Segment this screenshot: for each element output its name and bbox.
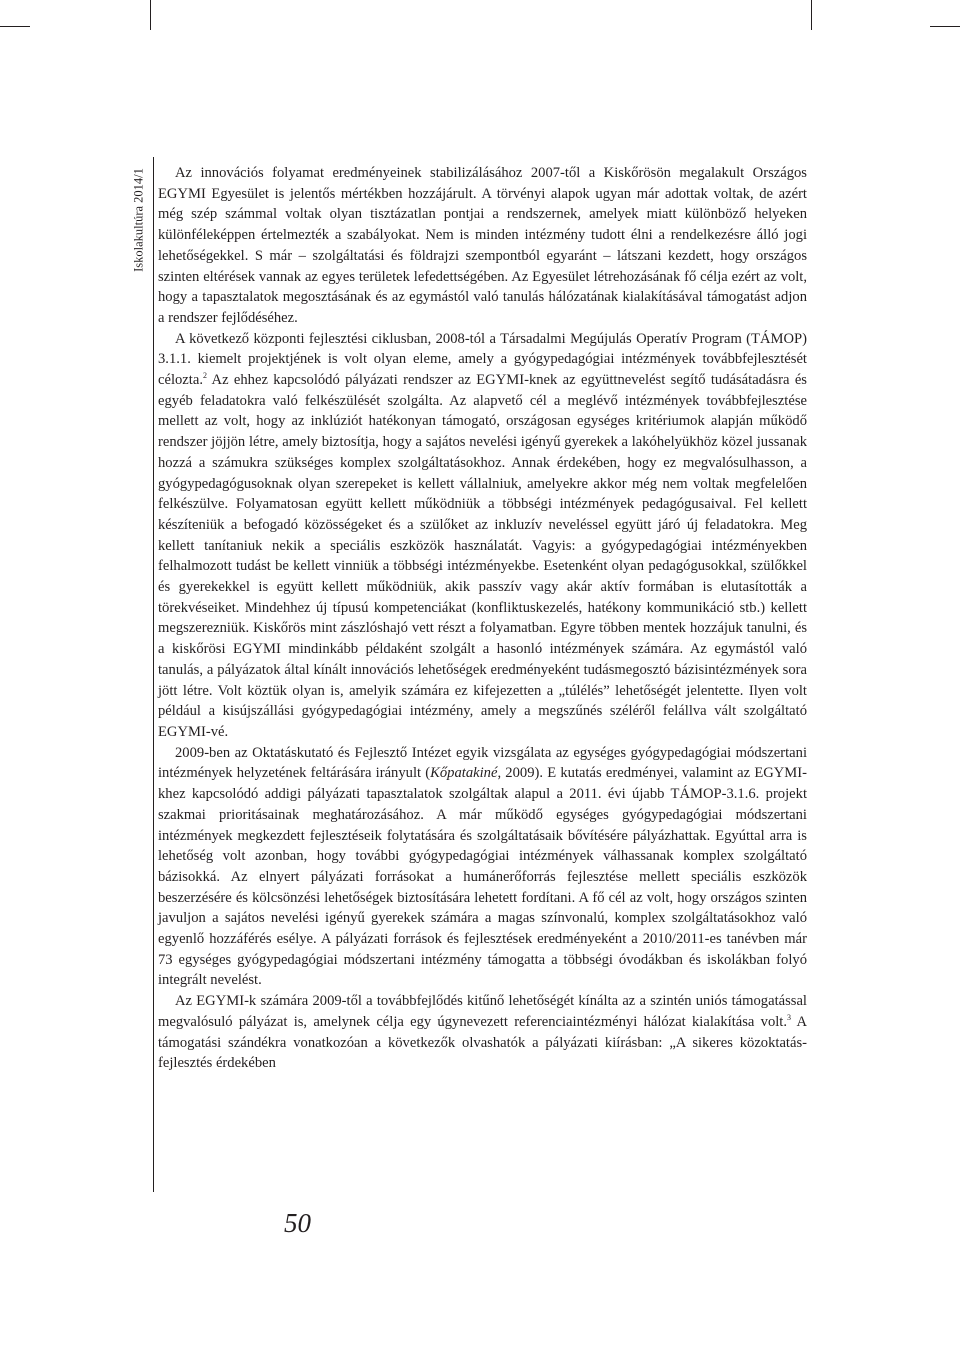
paragraph — [158, 163, 807, 329]
crop-mark-top-right-horizontal — [930, 26, 960, 27]
running-head-text: Iskolakultúra 2014/1 — [131, 168, 146, 272]
paragraph — [158, 991, 807, 1074]
page-number: 50 — [284, 1208, 311, 1238]
footnote-marker: 3 — [787, 1012, 791, 1022]
paragraph-text: 2009-ben az Oktatáskutató és Fejlesztő Intézet egyik vizsgálata az egységes gyógypedagógiai módszertani intézmények helyzetének feltárására irányult ( — [158, 744, 807, 782]
footnote-marker: 2 — [202, 371, 207, 381]
body-text — [158, 163, 807, 1074]
paragraph — [158, 329, 807, 743]
citation-author: Kőpatakiné — [430, 765, 498, 782]
margin-rule — [153, 157, 154, 1192]
paragraph-text: Az EGYMI-k számára 2009-től a továbbfejlődés kitűnő lehetőségét kínálta az a szintén uniós támogatással megvalósuló pályázat is, amelynek célja egy úgynevezett referenciaintézményi hálózat kialakítása volt. — [158, 993, 807, 1030]
crop-mark-top-left-horizontal — [0, 26, 30, 27]
paragraph-text: Az ehhez kapcsolódó pályázati rendszer az EGYMI-knek az együttnevelést segítő tudásátadásra és egyéb feladatokra való felkészülését szolgálta. Az alapvető cél a meglévő intézmények továbbfejlesztése mellett az volt, hogy az inklúziót hatékonyan támogató, országosan egységes kritériumok alapján működő rendszer jöjjön létre, amely biztosítja, hogy a sajátos nevelési igényű gyerekek a lakóhelyükhöz közel jussanak hozzá a számukra szükséges komplex szolgáltatásokhoz. Annak érdekében, hogy ez megvalósulhasson, a gyógypedagógusoknak olyan szerepeket is kellett vállalniuk, amelyekre akkor még nem voltak megfelelően felkészülve. Folyamatosan együtt kellett működniük a többségi intézmények pedagógusaival. Fel kellett készíteniük a befogadó közösségeket és a szülőket az inkluzív neveléssel együtt járó új feladatokra. Meg kellett tanítaniuk nekik a speciális eszközök használatát. Vagyis: a gyógypedagógiai intézményekben felhalmozott tudást be kellett vinniük a többségi intézményekbe. Esetenként olyan pedagógusokkal, szülőkkel és gyerekekkel is együtt kellett működniük, akik passzív vagy akár aktív formában is elutasították a törekvéseiket. Mindehhez új típusú kompetenciákat (konfliktuskezelés, hatékony kommunikáció stb.) kellett megszerezniük. Kiskőrös mint zászlóshajó vett részt a folyamatban. Egyre többen mentek hozzájuk tanulni, és a kiskőrösi EGYMI mindinkább példaként szolgált a hasonló intézmények számára. Az egymástól való tanulás, a pályázatok által kínált innovációs lehetőségek eredményeként tudásmegosztó bázisintézmények sora jött létre. Volt köztük olyan is, amelyik számára ez kifejezetten a „túlélés” lehetőségét jelentette. Ilyen volt például a kisújszállási gyógypedagógiai intézmény, amely a megszűnés széléről felállva vált szolgáltató EGYMI-vé. — [158, 372, 807, 740]
paragraph-text: A támogatási szándékra vonatkozóan a következők olvashatók a pályázati kiírásban: „A sikeres közoktatás-fejlesztés érdekében — [158, 1013, 807, 1072]
crop-mark-top-left — [150, 0, 151, 30]
paragraph-text: Az innovációs folyamat eredményeinek stabilizálásához 2007-től a Kiskőrösön megalakult Országos EGYMI Egyesület is jelentős mértékben hozzájárult. A törvényi alapok ugyan már adottak voltak, de azért még szép számmal voltak olyan tisztázatlan pontjai a rendszernek, amelyek miatt különböző helyeken különféleképpen értelmezték a szabályokat. Nem is minden intézmény tudott élni a rendelkezésre álló jogi lehetőségekkel. S már – szolgáltatási és földrajzi szempontból egyaránt – látszani kezdett, hogy országos szinten eltérések vannak az egyes területek lefedettségében. Az Egyesület létrehozásának fő célja ezért az volt, hogy a tapasztalatok megosztásának és az egymástól való tanulás hálózatának kialakításával támogatást adjon a rendszer fejlődéséhez. — [158, 165, 807, 326]
paragraph-text: A következő központi fejlesztési ciklusban, 2008-tól a Társadalmi Megújulás Operatív Program (TÁMOP) 3.1.1. kiemelt projektjének is volt olyan eleme, amely a gyógypedagógiai intézmények továbbfejlesztését célozta. — [158, 330, 807, 389]
crop-mark-top-right — [811, 0, 812, 30]
paragraph — [158, 743, 807, 991]
paragraph-text: , 2009). E kutatás eredményei, valamint az EGYMI-khez kapcsolódó addigi pályázati tapasztalatok szolgáltak alapul a 2011. évi újabb TÁMOP-3.1.6. projekt szakmai prioritásainak meghatározásához. A már működő egységes gyógypedagógiai módszertani intézmények megkezdett fejlesztéseik folytatására és szolgáltatásaik bővítésére pályázhattak. Egyúttal arra is lehetőség volt azonban, hogy további gyógypedagógiai intézmények válhassanak komplex szolgáltató bázisokká. Az elnyert pályázati forrásokat a humánerőforrás fejlesztése mellett speciális eszközök beszerzésére és kölcsönzési lehetőségek biztosítására lehetett fordítani. A fő cél az volt, hogy országos szinten javuljon a sajátos nevelési igényű gyerekek számára a magas színvonalú, komplex szolgáltatásokhoz való egyenlő hozzáférés esélye. A pályázati források és fejlesztések eredményeként a 2010/2011-es tanévben már 73 egységes gyógypedagógiai módszertani intézmény támogatta a többségi óvodákban és iskolákban folyó integrált nevelést. — [158, 765, 808, 989]
running-head — [127, 160, 151, 280]
